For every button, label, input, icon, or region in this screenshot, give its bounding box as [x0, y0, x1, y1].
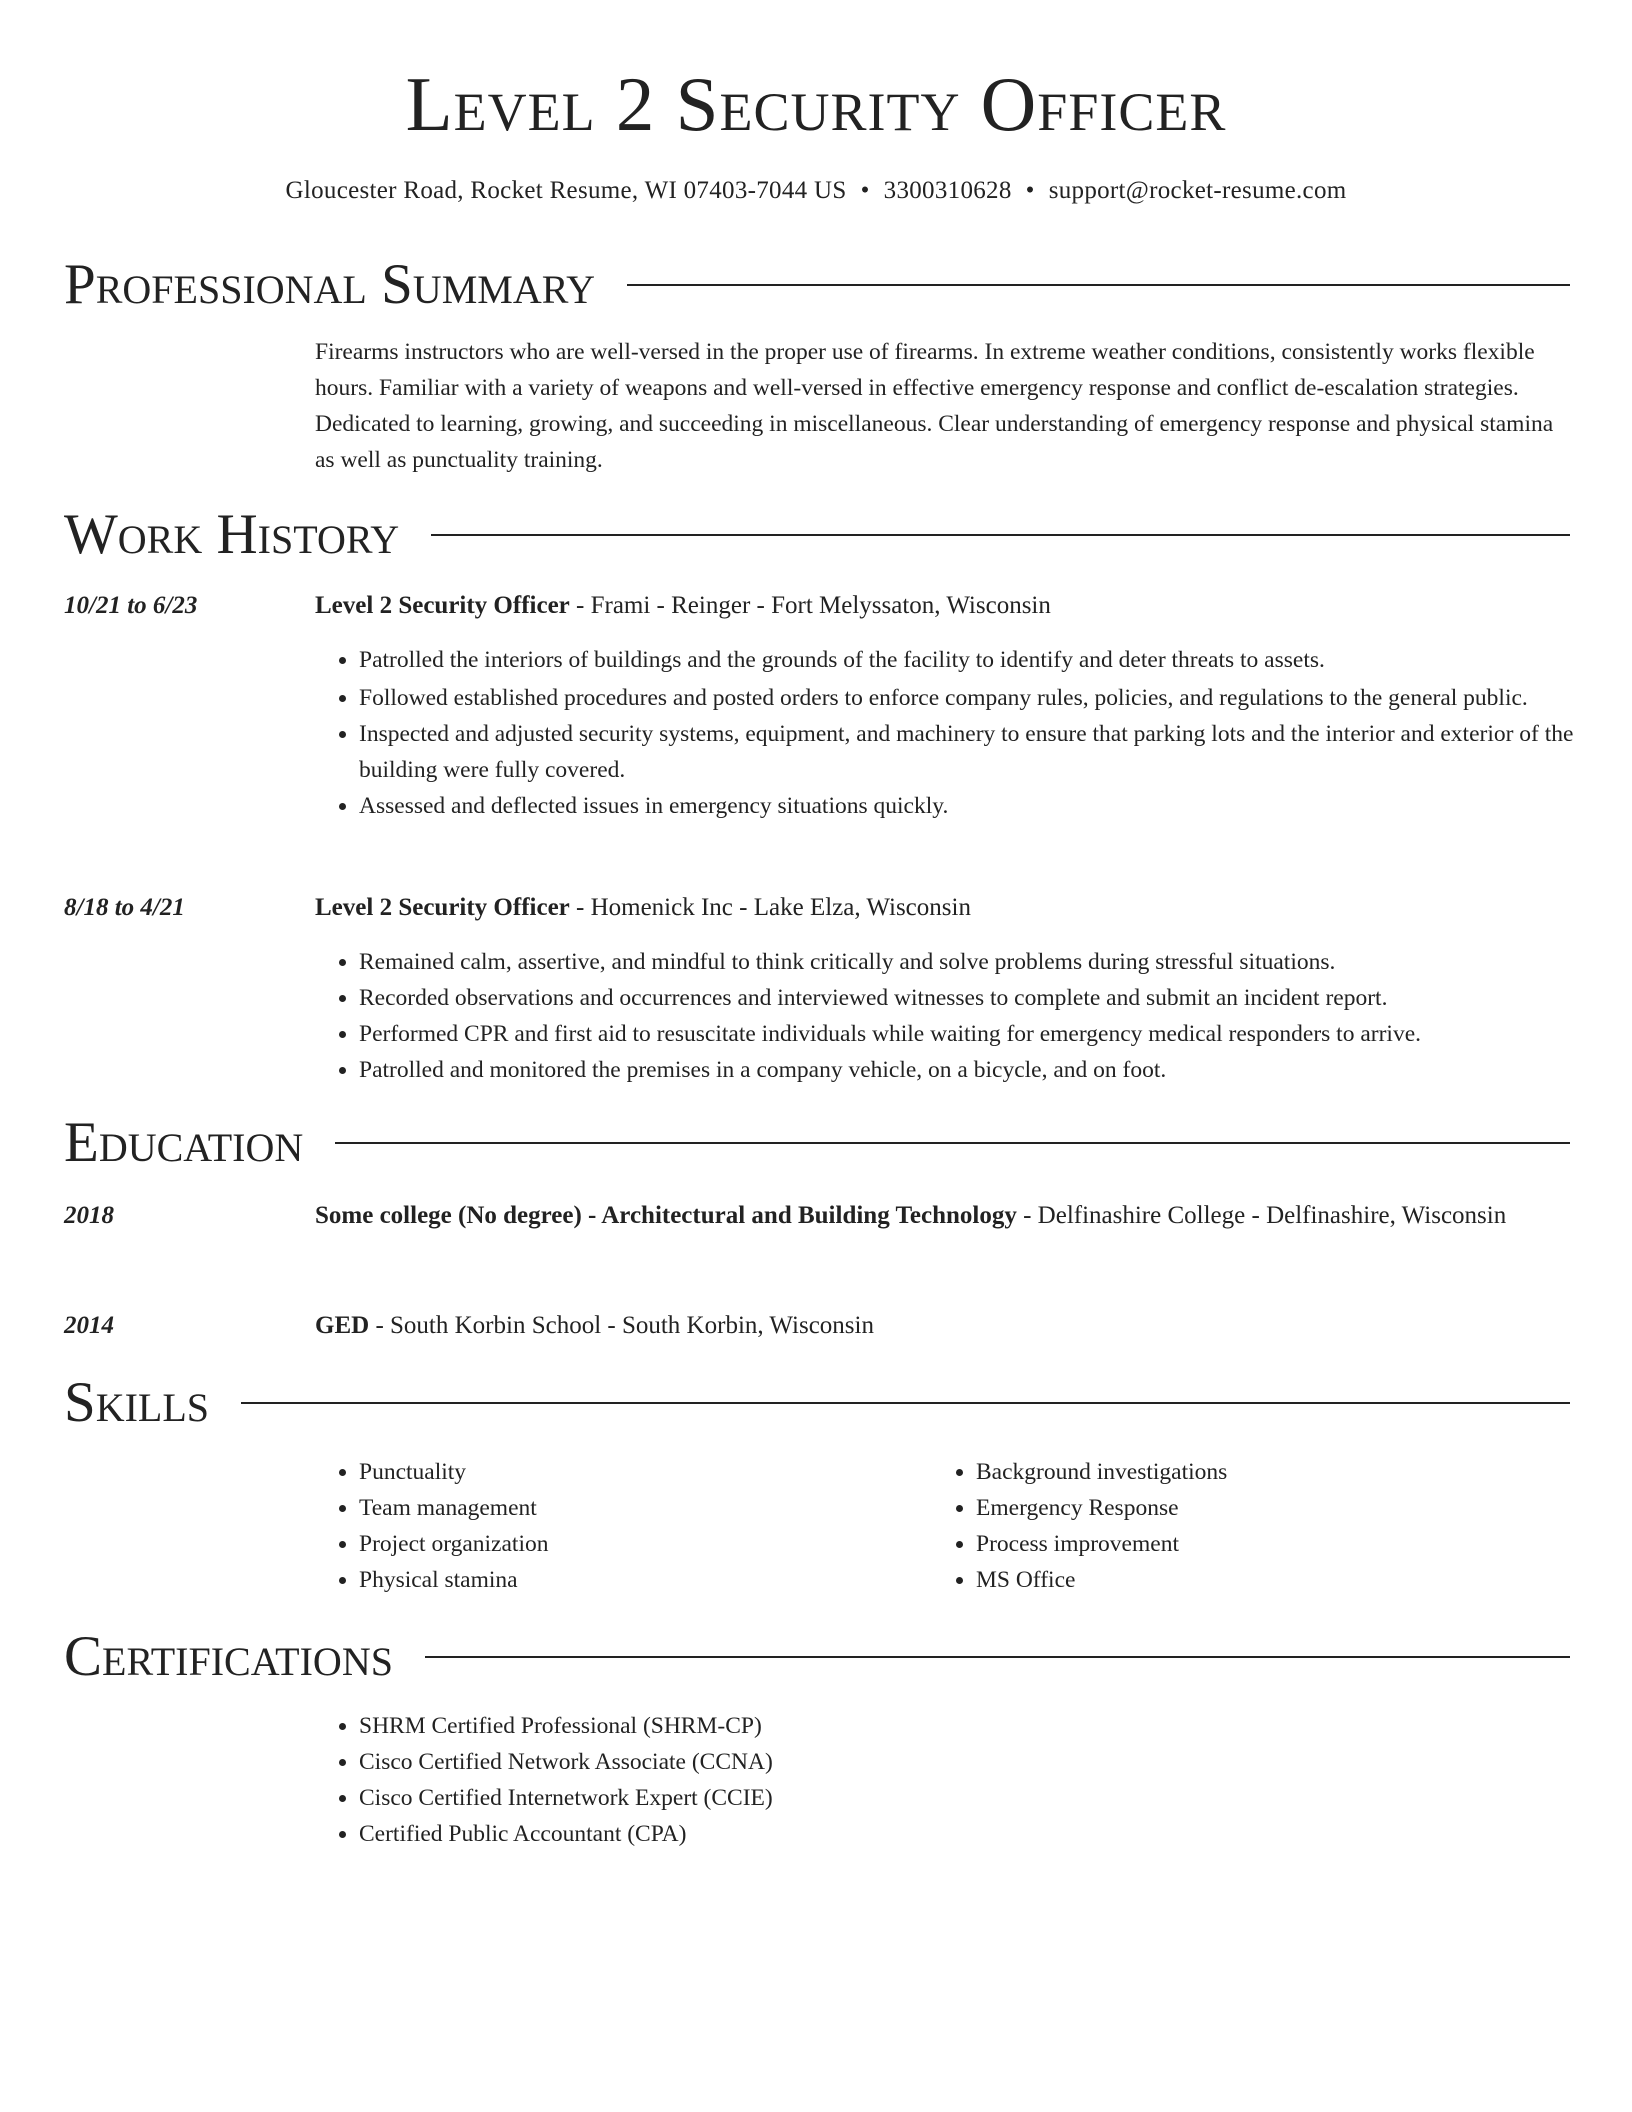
- section-divider: [431, 534, 1570, 536]
- list-item: • Inspected and adjusted security systems, equipment, and machinery to ensure that parking lots and the interior and exterior of the building were fully covered.: [359, 716, 1619, 788]
- section-title-skills: Skills: [64, 1371, 210, 1434]
- list-item: • Background investigations: [976, 1454, 1596, 1490]
- education-heading: [315, 1196, 1575, 1236]
- contact-line: [0, 174, 1632, 208]
- job-details: - Frami - Reinger - Fort Melyssaton, Wisconsin: [569, 592, 1051, 619]
- section-header-certifications: [64, 1624, 1570, 1690]
- education-details: - Delfinashire College - Delfinashire, Wisconsin: [1016, 1202, 1507, 1229]
- list-item: • Cisco Certified Network Associate (CCNA): [359, 1744, 1619, 1780]
- list-item: • SHRM Certified Professional (SHRM-CP): [359, 1708, 1619, 1744]
- list-item: • Punctuality: [359, 1454, 959, 1490]
- list-item: • Patrolled the interiors of buildings and the grounds of the facility to identify and deter threats to assets.: [359, 642, 1619, 678]
- list-item: • Physical stamina: [359, 1562, 959, 1598]
- education-heading: [315, 1306, 1575, 1346]
- candidate-name: Level 2 Security Officer: [405, 61, 1227, 147]
- section-divider: [425, 1656, 1570, 1658]
- section-title-work: Work History: [64, 503, 400, 566]
- education-year: 2014: [64, 1312, 114, 1339]
- job-details: - Homenick Inc - Lake Elza, Wisconsin: [569, 894, 971, 921]
- list-item: • Project organization: [359, 1526, 959, 1562]
- list-item: • Assessed and deflected issues in emergency situations quickly.: [359, 788, 1619, 824]
- list-item: • Patrolled and monitored the premises in a company vehicle, on a bicycle, and on foot.: [359, 1052, 1619, 1088]
- section-header-education: [64, 1110, 1570, 1176]
- list-item: • Emergency Response: [976, 1490, 1596, 1526]
- job-dates: 10/21 to 6/23: [64, 592, 198, 619]
- contact-address: Gloucester Road, Rocket Resume, WI 07403-7044 US: [285, 177, 847, 204]
- skills-list-right: [932, 1454, 1596, 1598]
- section-title-summary: Professional Summary: [64, 253, 596, 316]
- education-details: - South Korbin School - South Korbin, Wisconsin: [369, 1312, 874, 1339]
- section-title-certifications: Certifications: [64, 1625, 393, 1688]
- job-bullets: [315, 944, 1619, 1088]
- job-heading: [315, 888, 1575, 928]
- list-item: • Certified Public Accountant (CPA): [359, 1816, 1619, 1852]
- education-degree: GED: [315, 1312, 370, 1339]
- section-divider: [627, 284, 1570, 286]
- section-title-education: Education: [64, 1111, 304, 1174]
- summary-text: Firearms instructors who are well-versed in the proper use of firearms. In extreme weather conditions, consistently works flexible hours. Familiar with a variety of weapons and well-versed in effective emergency response and conflict de-escalation strategies. Dedicated to learning, growing, and succeeding in miscellaneous. Clear understanding of emergency response and physical stamina as well as punctuality training.: [315, 339, 1554, 473]
- certifications-list: [315, 1708, 1619, 1852]
- contact-email: support@rocket-resume.com: [1048, 177, 1347, 204]
- list-item: • MS Office: [976, 1562, 1596, 1598]
- section-header-skills: [64, 1370, 1570, 1436]
- list-item: • Performed CPR and first aid to resuscitate individuals while waiting for emergency medical responders to arrive.: [359, 1016, 1619, 1052]
- job-bullets: [315, 642, 1619, 824]
- job-heading: [315, 586, 1575, 626]
- list-item: • Cisco Certified Internetwork Expert (CCIE): [359, 1780, 1619, 1816]
- job-position: Level 2 Security Officer: [315, 592, 570, 619]
- section-header-summary: [64, 252, 1570, 318]
- skills-list-left: [315, 1454, 959, 1598]
- job-position: Level 2 Security Officer: [315, 894, 570, 921]
- list-item: • Recorded observations and occurrences and interviewed witnesses to complete and submit an incident report.: [359, 980, 1619, 1016]
- list-item: • Team management: [359, 1490, 959, 1526]
- job-dates: 8/18 to 4/21: [64, 894, 185, 921]
- list-item: • Process improvement: [976, 1526, 1596, 1562]
- contact-separator: •: [1025, 177, 1035, 204]
- contact-phone: 3300310628: [883, 177, 1012, 204]
- list-item: • Followed established procedures and posted orders to enforce company rules, policies, and regulations to the general public.: [359, 680, 1619, 716]
- education-degree: Some college (No degree) - Architectural and Building Technology: [315, 1202, 1017, 1229]
- section-divider: [241, 1402, 1570, 1404]
- contact-separator: •: [860, 177, 870, 204]
- section-divider: [335, 1142, 1570, 1144]
- list-item: • Remained calm, assertive, and mindful to think critically and solve problems during stressful situations.: [359, 944, 1619, 980]
- section-header-work: [64, 502, 1570, 568]
- education-year: 2018: [64, 1202, 114, 1229]
